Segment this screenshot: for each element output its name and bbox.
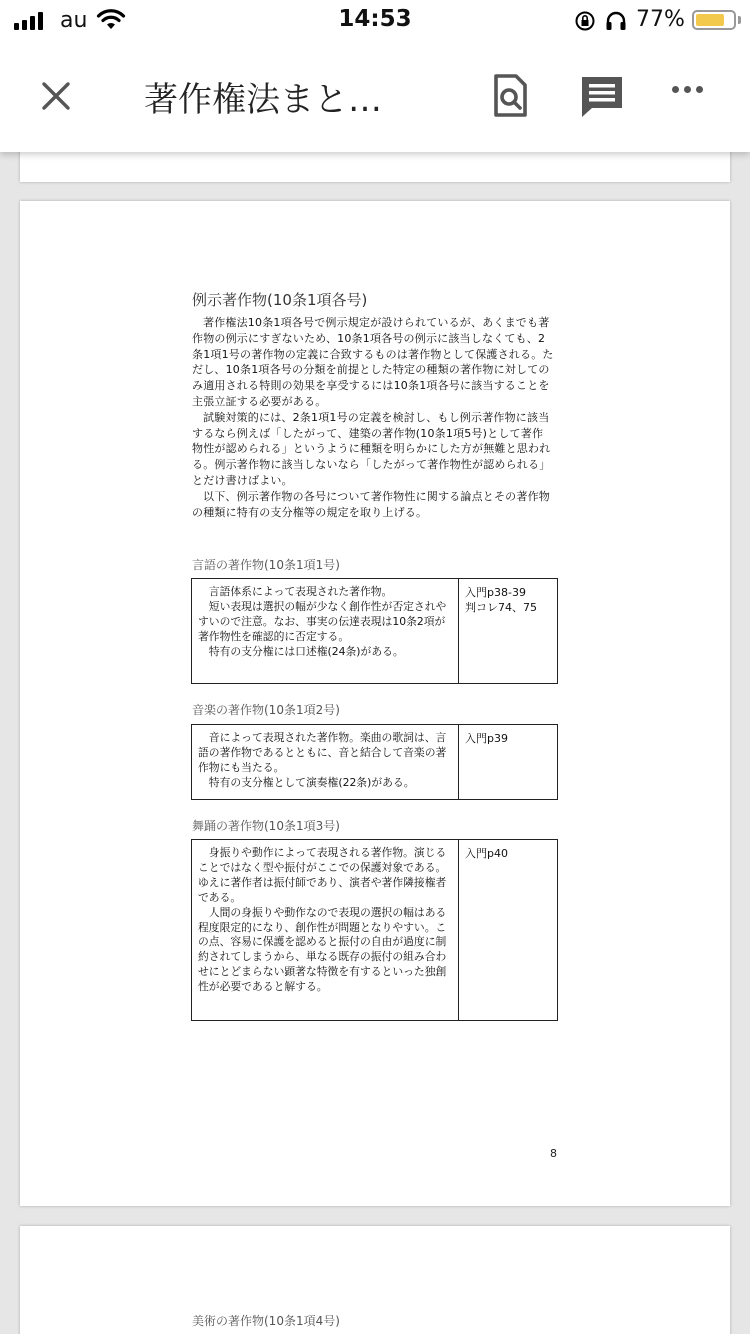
section-box bbox=[191, 839, 558, 1021]
section-content bbox=[192, 579, 459, 683]
document-page bbox=[20, 201, 730, 1206]
reference-column bbox=[459, 840, 514, 1020]
section-text: 特有の支分権には口述権(24条)がある。 bbox=[208, 644, 404, 658]
close-icon[interactable] bbox=[36, 76, 76, 116]
reference-column bbox=[459, 579, 543, 683]
status-bar bbox=[0, 0, 750, 42]
battery-icon bbox=[692, 10, 736, 30]
document-title: 著作権法まと… bbox=[144, 80, 382, 120]
section-text: 短い表現は選択の幅が少なく創作性が否定されやすいので注意。なお、事実の伝達表現は10条2項が著作物性を確認的に否定する。 bbox=[198, 599, 447, 643]
find-in-document-icon[interactable] bbox=[488, 72, 532, 120]
headphones-icon bbox=[604, 10, 628, 32]
reference-text: 判コレ74、75 bbox=[465, 601, 537, 614]
section-content bbox=[192, 840, 459, 1020]
battery-tip bbox=[738, 16, 741, 24]
section-title: 美術の著作物(10条1項4号) bbox=[192, 1314, 340, 1328]
viewer-toolbar bbox=[0, 42, 750, 152]
rotation-lock-icon bbox=[574, 10, 596, 32]
more-options-icon[interactable] bbox=[672, 86, 703, 93]
comment-icon[interactable] bbox=[578, 74, 626, 120]
section-text: 人間の身振りや動作なので表現の選択の幅はある程度限定的になり、創作性が問題となりやすい。この点、容易に保護を認めると振付の自由が過度に制約されてしまうから、単なる既存の振付の組み合わせにとどまらない顕著な特徴を有するといった独創性が必要であると解する。 bbox=[198, 905, 447, 994]
clock: 14:53 bbox=[338, 6, 412, 32]
section-text: 身振りや動作によって表現される著作物。演じることではなく型や振付がここでの保護対象である。ゆえに著作者は振付師であり、演者や著作隣接権者である。 bbox=[198, 846, 447, 904]
page-heading: 例示著作物(10条1項各号) bbox=[192, 291, 368, 309]
section-content bbox=[192, 725, 459, 799]
battery-percentage: 77% bbox=[636, 7, 685, 32]
reference-text: 入門p39 bbox=[465, 732, 508, 745]
section-box bbox=[191, 578, 558, 684]
section-title: 音楽の著作物(10条1項2号) bbox=[192, 703, 340, 717]
carrier-name: au bbox=[60, 8, 88, 33]
paragraph: 以下、例示著作物の各号について著作物性に関する論点とその著作物の種類に特有の支分権等の規定を取り上げる。 bbox=[192, 489, 550, 519]
battery-level bbox=[696, 14, 724, 26]
section-title: 舞踊の著作物(10条1項3号) bbox=[192, 819, 340, 833]
reference-column bbox=[459, 725, 514, 799]
next-page bbox=[20, 1226, 730, 1334]
intro-text bbox=[192, 315, 554, 520]
page-number: 8 bbox=[550, 1147, 557, 1160]
section-text: 特有の支分権として演奏権(22条)がある。 bbox=[208, 775, 415, 789]
reference-text: 入門p40 bbox=[465, 847, 508, 860]
paragraph: 著作権法10条1項各号で例示規定が設けられているが、あくまでも著作物の例示にすぎないため、10条1項各号の例示に該当しなくても、2条1項1号の著作物の定義に合致するものは著作物として保護される。ただし、10条1項各号の分類を前提とした特定の種類の著作物に対してのみ適用される特則の効果を享受するには10条1項各号に該当することを主張立証する必要がある。 bbox=[192, 316, 554, 408]
section-box bbox=[191, 724, 558, 800]
paragraph: 試験対策的には、2条1項1号の定義を検討し、もし例示著作物に該当するなら例えば「したがって、建築の著作物(10条1項5号)として著作物性が認められる」というように種類を明らかにした方が無難と思われる。例示著作物に該当しないなら「したがって著作物性が認められる」とだけ書けばよい。 bbox=[192, 410, 551, 487]
section-title: 言語の著作物(10条1項1号) bbox=[192, 558, 340, 572]
section-text: 音によって表現された著作物。楽曲の歌詞は、言語の著作物であるとともに、音と結合して音楽の著作物にも当たる。 bbox=[198, 731, 447, 774]
reference-text: 入門p38-39 bbox=[465, 586, 526, 599]
section-text: 言語体系によって表現された著作物。 bbox=[208, 585, 393, 598]
